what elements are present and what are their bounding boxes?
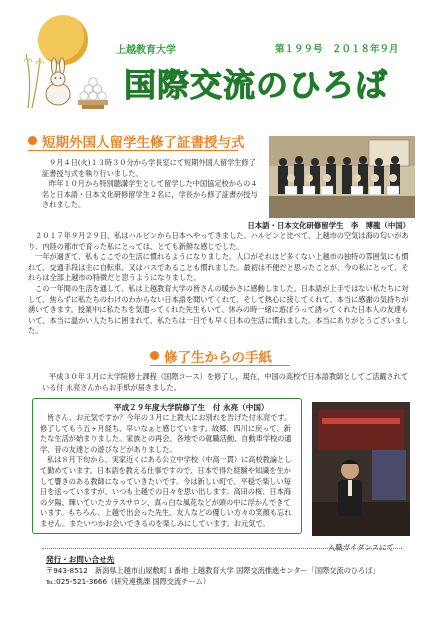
university-name: 上越教育大学: [116, 45, 176, 56]
newsletter-title: 国際交流のひろば: [124, 66, 389, 104]
contact-address: 〒943-8512 新潟県上越市山屋敷町１番地 上越教育大学 国際交流推進センター「国際交流のひろば」: [46, 566, 380, 575]
article2-body-paragraph: 私は８月下旬から、実家近くにある公立中学校（中高一貫）に高校教論として勤めています。日本語を教える仕事ですので、日本で得た経験や知識を生かして響きのある教師になっていきたいです。今は新しい町で、平穏で楽しい毎日を送っていますが、いつも上越での日々を思い出します。高田の桜、日本海の夕陽、輝いていたカラスサロン、真っ白な風花などが頭の中に浮かんできています。もちろん、上越で出会った先生、友人などの優しい方々の笑顔も忘れません。またいつかお会いできるのを楽しみにしています。お元気で。: [40, 455, 292, 528]
article1-body-paragraph: ２０１７年９月２９日、私はハルビンから日本へやってきました。ハルビンと比べて、上越市の空気は海の匂いがあり、内陸の都市で育った私にとっては、とても新鮮な感じでした。: [28, 231, 409, 251]
rabbit-mochi-illustration: [18, 48, 123, 110]
article1-body: [28, 231, 414, 337]
article2-body-paragraph: 皆さん、お元気ですか？今年の３月に上教大にお別れを告げた付永亮です。修了してもう五ヶ月経ち、早いなぁと感じています。故郷、四川に戻って、新たな生活が始まりました。家族との再会、各地での就職活動、自動車学校の通学、昔の友達との遊びなどがありました。: [40, 413, 292, 454]
contact-phone: ℡:025-521-3666（研究連携課 国際交流チーム）: [46, 577, 210, 586]
photo-caption: 入職ガイダンスにて: [327, 543, 395, 552]
heading-bullet-icon: [150, 351, 159, 360]
contact-label: 発行・お問い合せ先: [46, 555, 115, 564]
article1-body-paragraph: 一年が過ぎて、私もここでの生活に慣れるようになりました。人口がそれほど多くない上越市の独特の雰囲気にも慣れて、交通手段は主に自転車、又はバスであることも慣れました。最初は不便だと思ったことが、今の私にとって、それらは全部上越市の特徴だと思うようになりました。: [28, 252, 409, 283]
article1-byline: 日本語・日本文化研修留学生 李 博龍（中国）: [247, 221, 410, 230]
article2-intro: [42, 372, 414, 393]
article1-body-paragraph: この一年間の生活を通して、私は上越教育大学の皆さんの暖かさに感動しました。日本語が上手ではない私たちに対して、焦らずに私たちのわけのわからない日本語を聞いてくれて、そして熱心に接してくれて、本当に感謝の気持ちが湧いてきます。授業中に私たちを気遣ってくれた先生もいて、休みの時一緒に遊ぼうって誘ってくれた日本人の友達もいて、本当に温かい人たちに囲まれて、私たちは一日でも早く日本の生活に慣れました。本当にありがとうございました。: [28, 283, 409, 336]
issue-number: 第１９９号 ２０１８年９月: [275, 44, 399, 55]
article1-intro-paragraph: ９月４日(火)１３時３０分から学長室にて短期外国人留学生修了証書授与式を執り行いました。: [42, 158, 256, 178]
article2-byline: 平成２９年度大学院修了生 付 永亮（中国）: [114, 403, 269, 412]
article2-heading: 修了生からの手紙: [164, 350, 272, 366]
alumni-photo: [312, 402, 410, 536]
heading-underline: [150, 365, 290, 366]
ceremony-group-photo: [269, 136, 415, 218]
article2-intro-paragraph: 平成３０年３月に大学院修士課程（国際コース）を修了し，現在，中国の高校で日本語教師としてご活躍されている付 永亮さんからお手紙が届きました。: [42, 372, 409, 392]
header: [0, 0, 438, 120]
heading-underline: [28, 150, 238, 151]
article2-body: [40, 413, 294, 530]
article1-heading: 短期外国人留学生修了証書授与式: [42, 135, 245, 151]
article1-intro-paragraph: 昨年１０月から特別聴講学生として留学した中国協定校からの４名と日本語・日本文化研修留学生２名に，学長から修了証書が授与されました。: [42, 179, 258, 210]
heading-bullet-icon: [28, 136, 37, 145]
footer-rule: [42, 548, 402, 549]
article1-intro: [42, 158, 260, 211]
